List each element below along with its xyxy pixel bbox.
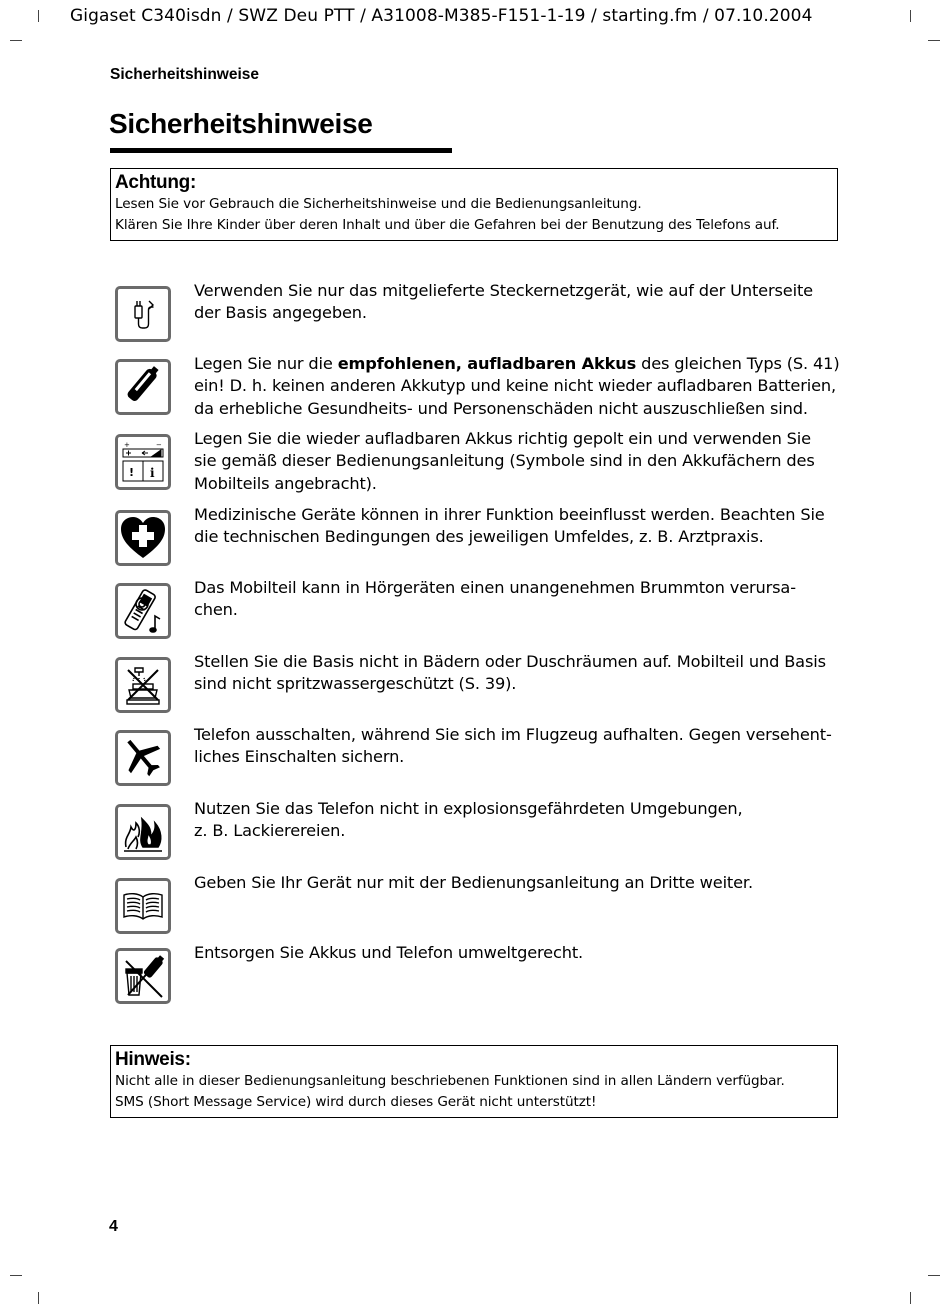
item-text-line: chen. <box>194 600 238 620</box>
battery-icon <box>115 359 171 415</box>
item-text-line: sie gemäß dieser Bedienungsanleitung (Symbole sind in den Akkufächern des <box>194 451 815 471</box>
airplane-icon <box>115 730 171 786</box>
hinweis-line: Nicht alle in dieser Bedienungsanleitung beschriebenen Funktionen sind in allen Ländern verfügbar. <box>115 1073 785 1089</box>
item-text-line: des gleichen Typs (S. 41) <box>636 354 840 373</box>
item-text-line: ein! D. h. keinen anderen Akkutyp und keine nicht wieder aufladbaren Batterien, <box>194 376 837 396</box>
title-rule <box>110 148 452 153</box>
item-text-line: die technischen Bedingungen des jeweiligen Umfeldes, z. B. Arztpraxis. <box>194 527 764 547</box>
achtung-line: Klären Sie Ihre Kinder über deren Inhalt und über die Gefahren bei der Benutzung des Telefons auf. <box>115 216 780 233</box>
explosion-fire-icon <box>115 804 171 860</box>
document-id: Gigaset C340isdn / SWZ Deu PTT / A31008-M385-F151-1-19 / starting.fm / 07.10.2004 <box>70 6 813 26</box>
manual-book-icon <box>115 878 171 934</box>
hinweis-line: SMS (Short Message Service) wird durch dieses Gerät nicht unterstützt! <box>115 1093 597 1110</box>
item-text-line: Entsorgen Sie Akkus und Telefon umweltgerecht. <box>194 943 584 962</box>
item-text-line: Medizinische Geräte können in ihrer Funktion beeinflusst werden. Beachten Sie <box>194 505 825 524</box>
crop-mark <box>10 40 22 41</box>
crop-mark <box>910 1292 911 1304</box>
item-text-line: Legen Sie nur die <box>194 354 338 373</box>
hinweis-title: Hinweis: <box>115 1049 191 1070</box>
medical-heart-icon <box>115 510 171 566</box>
item-text-line: sind nicht spritzwassergeschützt (S. 39). <box>194 674 517 694</box>
item-text-line: da erhebliche Gesundheits- und Personenschäden nicht auszuschließen sind. <box>194 398 808 418</box>
hinweis-box <box>110 1045 838 1118</box>
crop-mark <box>910 10 911 22</box>
crop-mark <box>38 1292 39 1304</box>
crop-mark <box>38 10 39 22</box>
crop-mark <box>928 40 940 41</box>
achtung-title: Achtung: <box>115 172 196 193</box>
running-header: Sicherheitshinweise <box>110 66 260 83</box>
item-text-bold: empfohlenen, aufladbaren Akkus <box>337 354 637 373</box>
page-title: Sicherheitshinweise <box>109 108 373 139</box>
no-bathroom-icon <box>115 657 171 713</box>
item-text-line: liches Einschalten sichern. <box>194 747 405 767</box>
item-text-line: Das Mobilteil kann in Hörgeräten einen unangenehmen Brummton verursa- <box>194 578 796 597</box>
battery-polarity-icon <box>115 434 171 490</box>
svg-text:!: ! <box>129 466 135 479</box>
achtung-line: Lesen Sie vor Gebrauch die Sicherheitshinweise und die Bedienungsanleitung. <box>115 196 642 212</box>
power-adapter-icon <box>115 286 171 342</box>
item-text-line: der Basis angegeben. <box>194 303 367 323</box>
svg-text:+: + <box>124 441 130 449</box>
item-text-line: Mobilteils angebracht). <box>194 473 377 493</box>
svg-text:−: − <box>156 441 162 449</box>
item-text-line: z. B. Lackierereien. <box>194 821 346 841</box>
item-text-line: Stellen Sie die Basis nicht in Bädern oder Duschräumen auf. Mobilteil und Basis <box>194 652 826 671</box>
crop-mark <box>10 1275 22 1276</box>
item-text-line: Nutzen Sie das Telefon nicht in explosionsgefährdeten Umgebungen, <box>194 799 743 818</box>
item-text-line: Geben Sie Ihr Gerät nur mit der Bedienungsanleitung an Dritte weiter. <box>194 873 753 892</box>
disposal-bin-icon <box>115 948 171 1004</box>
achtung-box <box>110 168 838 241</box>
hearing-aid-icon <box>115 583 171 639</box>
crop-mark <box>928 1275 940 1276</box>
item-text-line: Verwenden Sie nur das mitgelieferte Steckernetzgerät, wie auf der Unterseite <box>194 281 813 300</box>
item-text-line: Telefon ausschalten, während Sie sich im Flugzeug aufhalten. Gegen versehent- <box>194 725 832 744</box>
page-number: 4 <box>109 1218 118 1235</box>
svg-text:i: i <box>150 466 155 480</box>
item-text-line: Legen Sie die wieder aufladbaren Akkus richtig gepolt ein und verwenden Sie <box>194 429 811 448</box>
